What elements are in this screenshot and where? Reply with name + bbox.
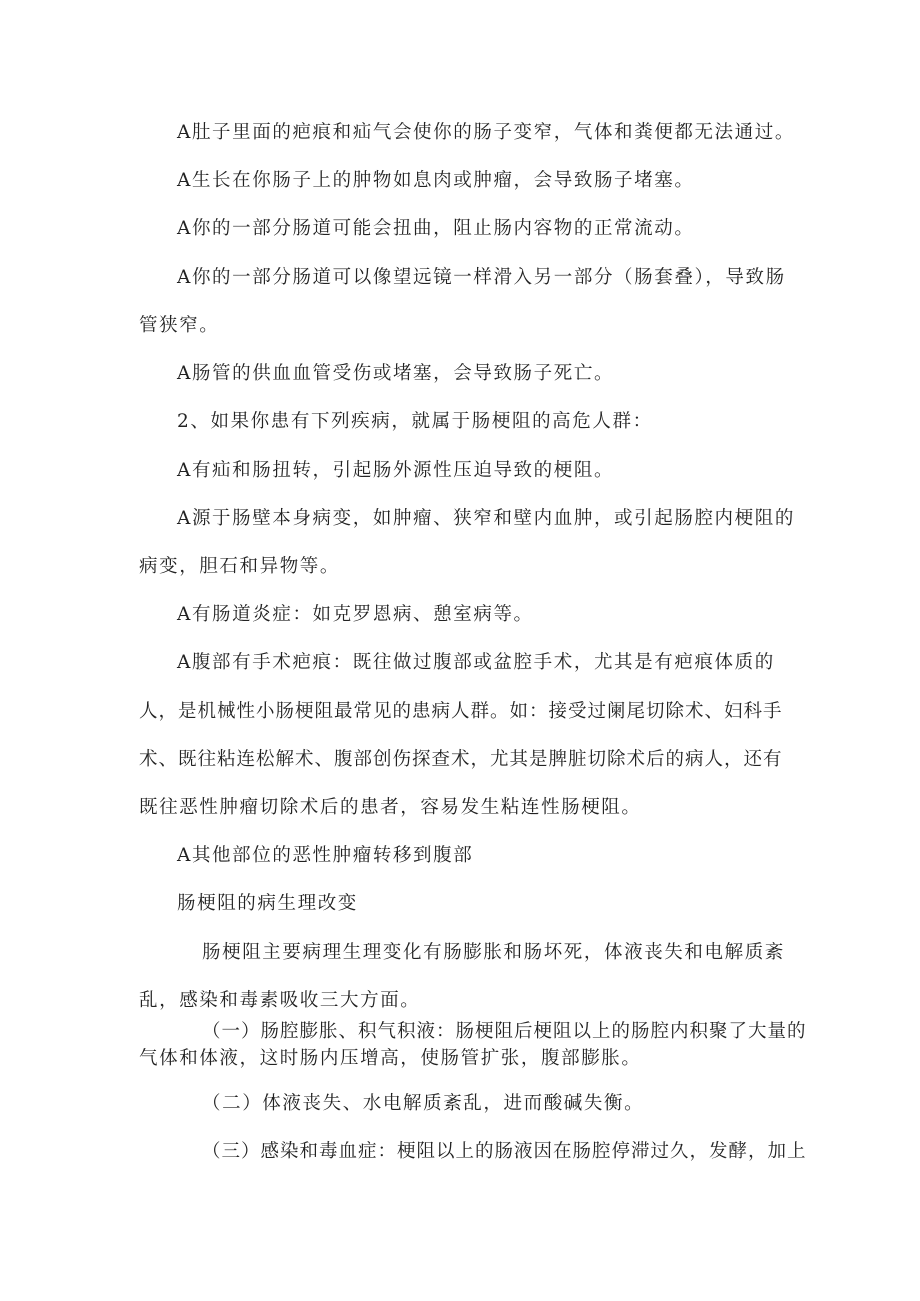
paragraph-line: 乱，感染和毒素吸收三大方面。: [139, 990, 421, 1011]
paragraph-line: 人，是机械性小肠梗阻最常见的患病人群。如：接受过阑尾切除术、妇科手: [139, 701, 783, 722]
paragraph-line: A生长在你肠子上的肿物如息肉或肿瘤，会导致肠子堵塞。: [177, 170, 695, 191]
paragraph-line: （二）体液丧失、水电解质紊乱，进而酸碱失衡。: [202, 1093, 645, 1114]
paragraph-line: A腹部有手术疤痕：既往做过腹部或盆腔手术，尤其是有疤痕体质的: [177, 652, 775, 673]
paragraph-line: A其他部位的恶性肿瘤转移到腹部: [177, 845, 474, 866]
paragraph-line: （一）肠腔膨胀、积气积液：肠梗阻后梗阻以上的肠腔内积聚了大量的: [202, 1021, 807, 1042]
paragraph-line: 管狭窄。: [139, 315, 220, 336]
paragraph-line: A有肠道炎症：如克罗恩病、憩室病等。: [177, 604, 534, 625]
section-heading: 肠梗阻的病生理改变: [177, 893, 358, 914]
paragraph-line: A你的一部分肠道可以像望远镜一样滑入另一部分（肠套叠），导致肠: [177, 267, 786, 288]
paragraph-line: A源于肠壁本身病变，如肿瘤、狭窄和壁内血肿，或引起肠腔内梗阻的: [177, 508, 795, 529]
paragraph-line: 病变，胆石和异物等。: [139, 556, 341, 577]
paragraph-line: 既往恶性肿瘤切除术后的患者，容易发生粘连性肠梗阻。: [139, 797, 642, 818]
section-heading: 2、如果你患有下列疾病，就属于肠梗阻的高危人群：: [177, 411, 653, 432]
paragraph-line: A你的一部分肠道可能会扭曲，阻止肠内容物的正常流动。: [177, 218, 695, 239]
paragraph-line: 气体和体液，这时肠内压增高，使肠管扩张，腹部膨胀。: [139, 1048, 642, 1069]
paragraph-line: 肠梗阻主要病理生理变化有肠膨胀和肠坏死，体液丧失和电解质紊: [202, 942, 785, 963]
paragraph-line: （三）感染和毒血症：梗阻以上的肠液因在肠腔停滞过久，发酵，加上: [202, 1141, 807, 1162]
paragraph-line: 术、既往粘连松解术、腹部创伤探查术，尤其是脾脏切除术后的病人，还有: [139, 749, 783, 770]
paragraph-line: A肚子里面的疤痕和疝气会使你的肠子变窄，气体和粪便都无法通过。: [177, 122, 795, 143]
paragraph-line: A有疝和肠扭转，引起肠外源性压迫导致的梗阻。: [177, 460, 615, 481]
paragraph-line: A肠管的供血血管受伤或堵塞，会导致肠子死亡。: [177, 363, 615, 384]
